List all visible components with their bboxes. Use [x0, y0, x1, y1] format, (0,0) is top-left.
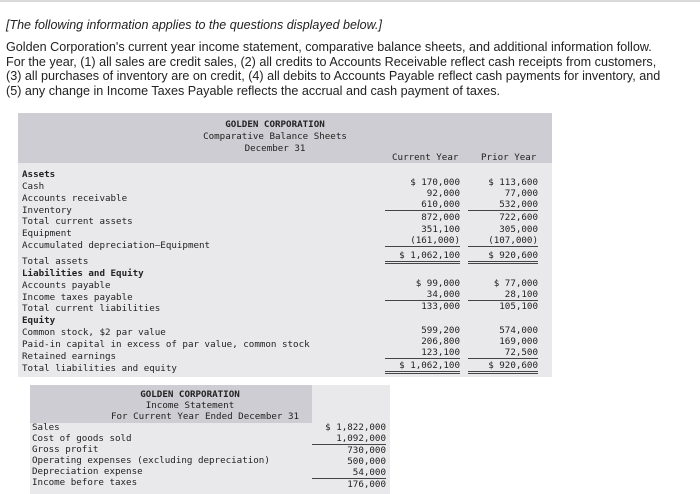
bs-prior-value: $ 77,000 — [493, 278, 538, 289]
bs-row-label: Total current liabilities — [22, 303, 161, 314]
top-divider — [0, 0, 700, 2]
bs-row-label: Total assets — [22, 256, 89, 267]
bs-row-label: Assets — [22, 169, 56, 180]
bs-current-value: $ 1,062,100 — [385, 250, 460, 264]
bs-row-label: Equity — [22, 315, 56, 326]
is-amount: 176,000 — [347, 479, 386, 490]
bs-row-label: Total current assets — [22, 216, 133, 227]
is-amount: $ 1,822,000 — [325, 422, 386, 433]
bs-current-value: 92,000 — [426, 188, 460, 199]
col-prior-year: Prior Year — [481, 152, 537, 163]
is-row-label: Gross profit — [32, 444, 99, 455]
bs-current-value: 599,200 — [421, 325, 460, 336]
is-title-period: For Current Year Ended December 31 — [110, 411, 300, 422]
bs-prior-value: 722,600 — [499, 212, 538, 223]
is-title-company: GOLDEN CORPORATION — [140, 389, 240, 400]
is-title-statement: Income Statement — [145, 400, 235, 411]
bs-row-label: Income taxes payable — [22, 292, 133, 303]
bs-prior-value: $ 920,600 — [468, 360, 538, 374]
is-amount: 730,000 — [347, 445, 386, 456]
is-row-label: Depreciation expense — [32, 466, 143, 477]
bs-current-value: 123,100 — [385, 347, 460, 359]
bs-prior-value: 574,000 — [499, 325, 538, 336]
bs-current-value: $ 99,000 — [415, 278, 460, 289]
is-row-label: Sales — [32, 422, 60, 433]
bs-current-value: 351,100 — [421, 224, 460, 235]
bs-row-label: Accounts receivable — [22, 193, 128, 204]
bs-current-value: $ 170,000 — [410, 177, 460, 188]
bs-title-company: GOLDEN CORPORATION — [225, 119, 325, 130]
bs-current-value: $ 1,062,100 — [385, 360, 460, 374]
bs-current-value: 34,000 — [385, 289, 460, 301]
bs-row-label: Inventory — [22, 205, 72, 216]
bs-row-label: Paid-in capital in excess of par value, common stock — [22, 339, 310, 350]
bs-title-statement: Comparative Balance Sheets — [203, 131, 347, 142]
is-row-label: Income before taxes — [32, 477, 138, 488]
bs-prior-value: 105,100 — [499, 301, 538, 312]
bs-prior-value: 77,000 — [504, 188, 538, 199]
col-current-year: Current Year — [392, 152, 459, 163]
intro-paragraph: Golden Corporation's current year income statement, comparative balance sheets, and additional information follow. For the year, (1) all sales are credit sales, (2) all credits to Accounts Receivable reflect cash receipts from customers, (3) all purchases of inventory are on credit, (4) all debits to Accounts Payable reflect cash payments for inventory, and (5) any change in Income Taxes Payable reflects the accrual and cash payment of taxes. — [6, 40, 661, 98]
bracket-note: [The following information applies to the questions displayed below.] — [6, 18, 382, 32]
is-row-label: Operating expenses (excluding depreciation) — [32, 455, 270, 466]
bs-current-value: 133,000 — [421, 301, 460, 312]
is-row-label: Cost of goods sold — [32, 433, 132, 444]
bs-prior-value: 305,000 — [499, 224, 538, 235]
bs-row-label: Retained earnings — [22, 351, 117, 362]
bs-row-label: Cash — [22, 181, 45, 192]
bs-row-label: Common stock, $2 par value — [22, 327, 166, 338]
bs-prior-value: $ 920,600 — [468, 250, 538, 264]
bs-current-value: (161,000) — [385, 235, 460, 247]
bs-prior-value: 532,000 — [468, 199, 538, 211]
bs-row-label: Accumulated depreciation—Equipment — [22, 240, 211, 251]
bs-row-label: Liabilities and Equity — [22, 268, 144, 279]
bs-row-label: Total liabilities and equity — [22, 363, 177, 374]
bs-prior-value: (107,000) — [468, 235, 538, 247]
bs-row-label: Accounts payable — [22, 280, 111, 291]
is-amount: 1,092,000 — [312, 433, 386, 445]
bs-prior-value: $ 113,600 — [488, 177, 538, 188]
bs-prior-value: 72,500 — [468, 347, 538, 359]
bs-row-label: Equipment — [22, 228, 72, 239]
bs-prior-value: 28,100 — [468, 289, 538, 301]
bs-current-value: 610,000 — [385, 199, 460, 211]
is-amount: 500,000 — [347, 456, 386, 467]
bs-prior-value: 169,000 — [499, 336, 538, 347]
bs-title-date: December 31 — [244, 143, 306, 154]
bs-current-value: 206,800 — [421, 336, 460, 347]
is-amount: 54,000 — [312, 467, 386, 479]
bs-current-value: 872,000 — [421, 212, 460, 223]
